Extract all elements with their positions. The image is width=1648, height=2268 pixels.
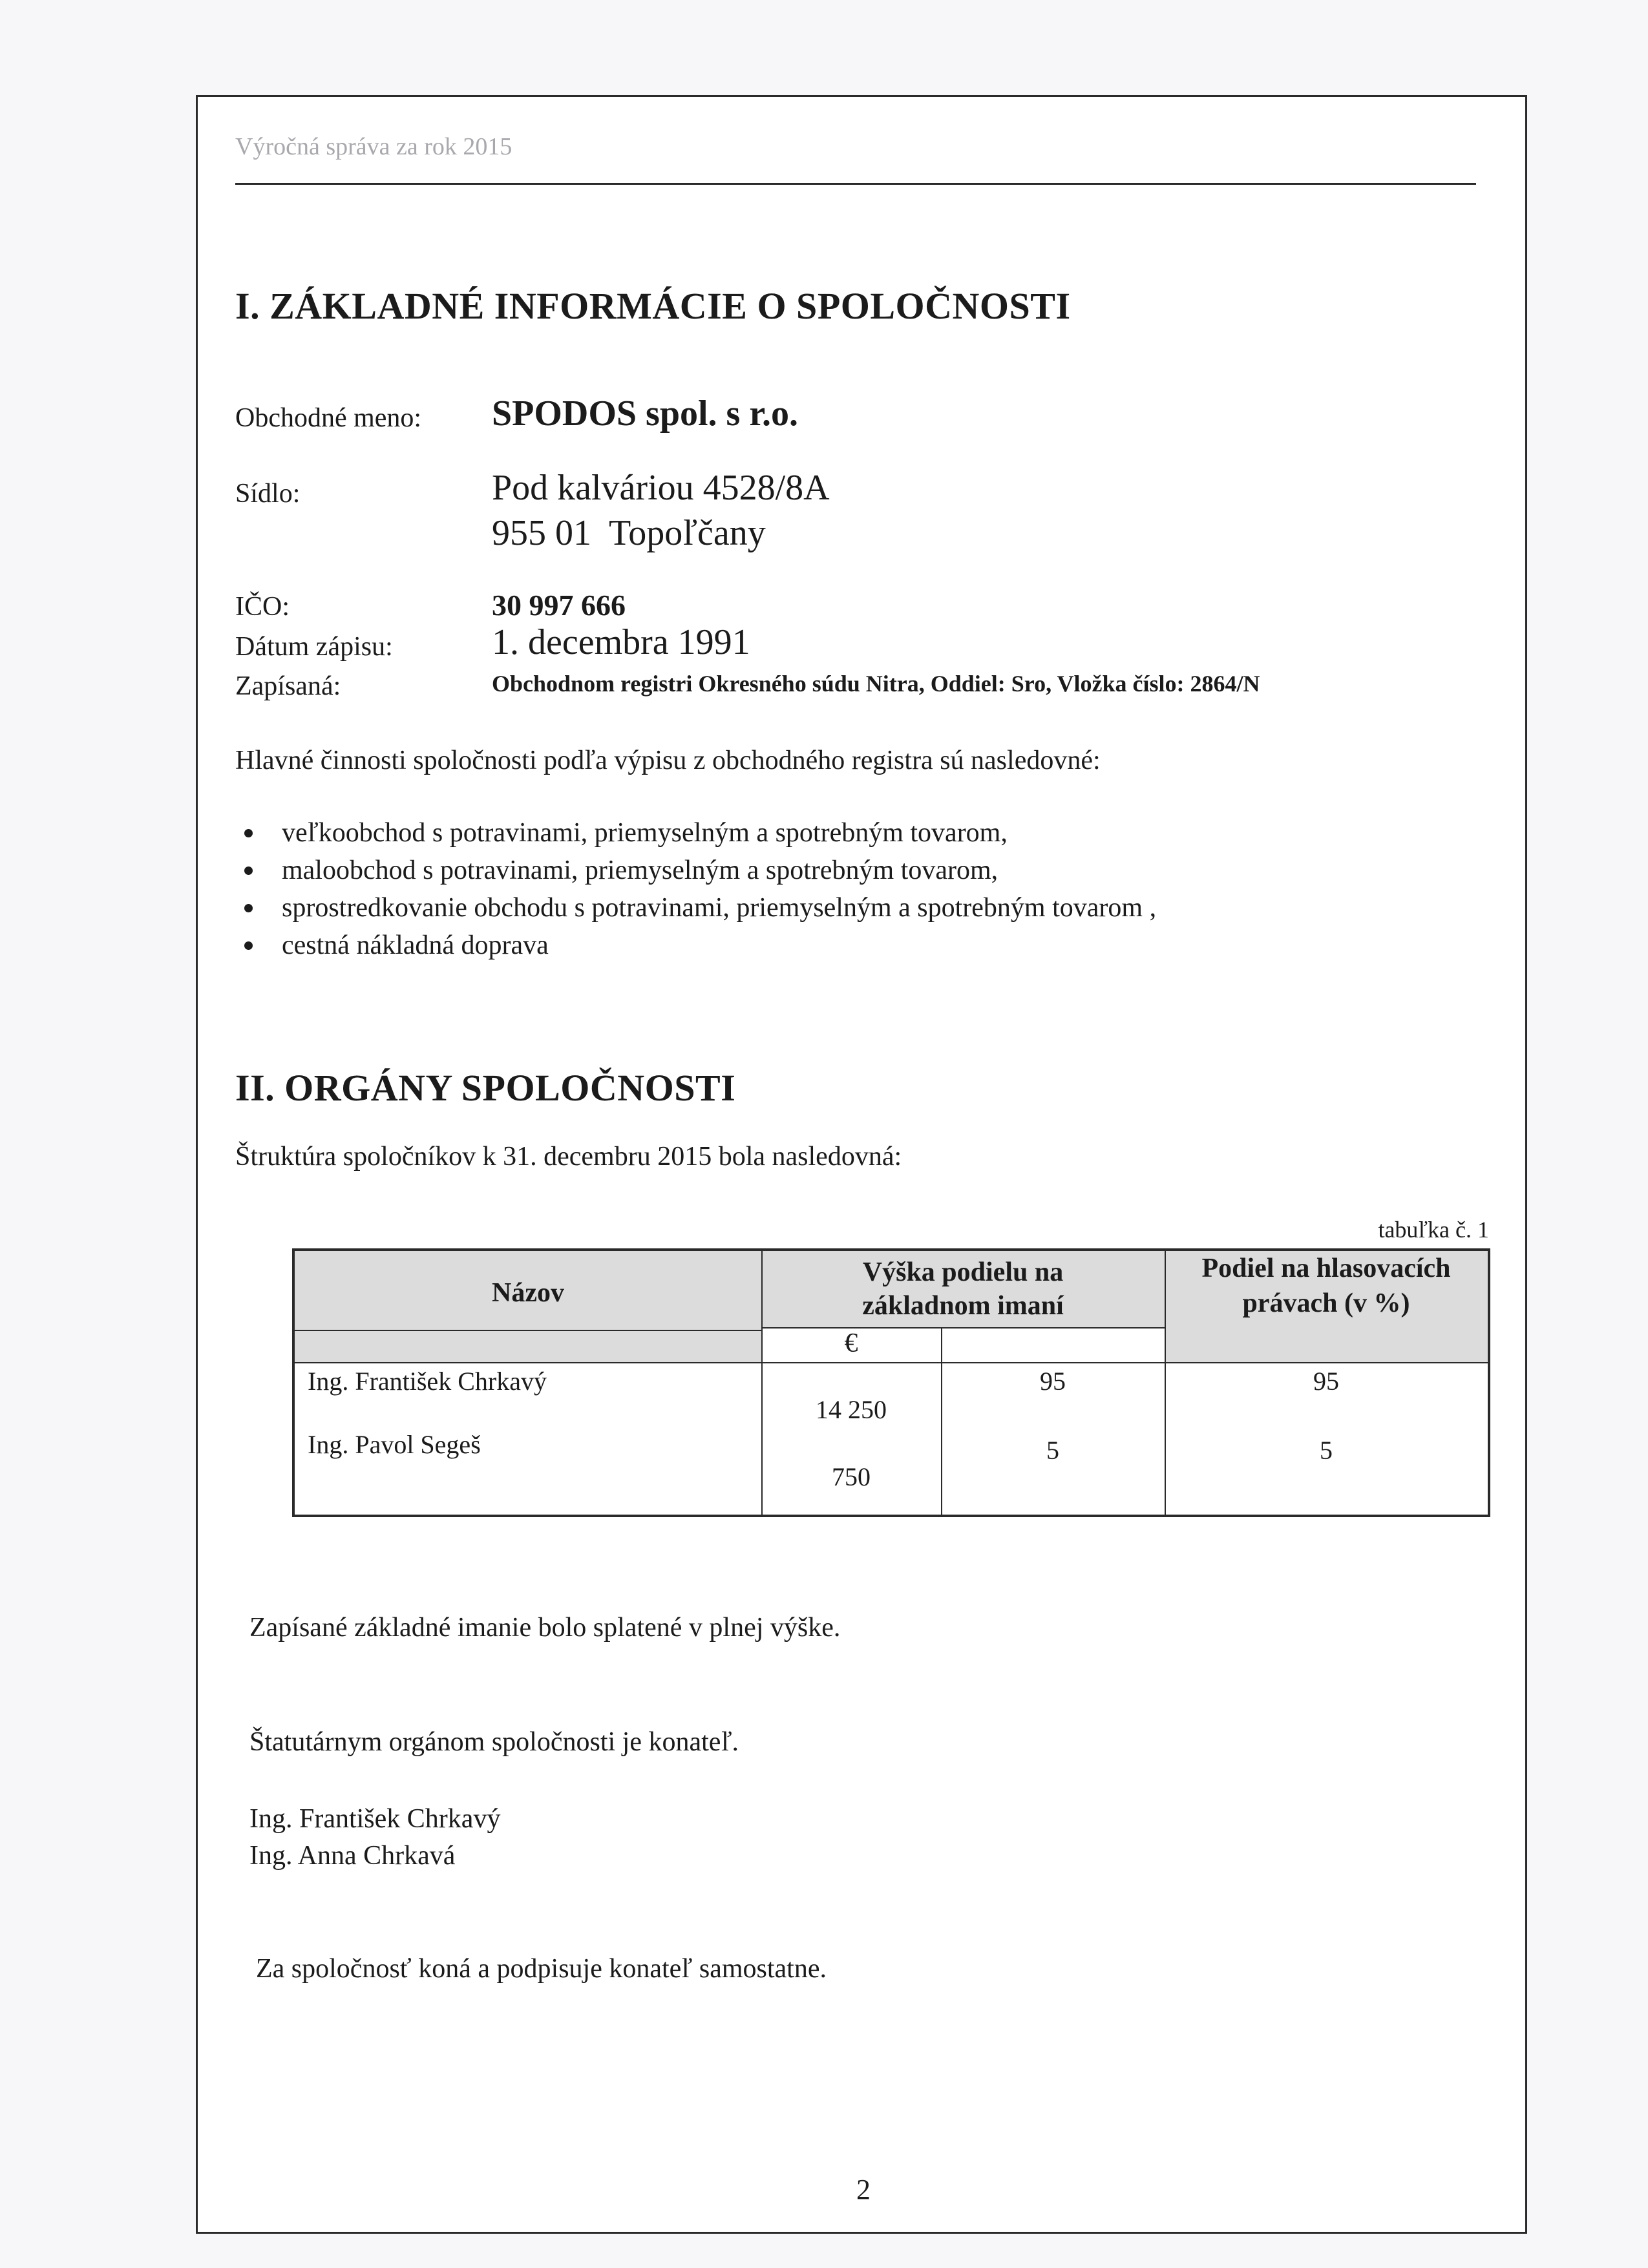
bullet-icon bbox=[244, 866, 253, 875]
executive-name: Ing. František Chrkavý bbox=[249, 1804, 501, 1834]
registration-date-value: 1. decembra 1991 bbox=[492, 622, 750, 662]
activity-item: maloobchod s potravinami, priemyselným a spotrebným tovarom, bbox=[244, 852, 1156, 889]
section2-heading: II. ORGÁNY SPOLOČNOSTI bbox=[235, 1067, 736, 1109]
shareholder-structure-intro: Štruktúra spoločníkov k 31. decembru 2015 bola nasledovná: bbox=[235, 1142, 902, 1171]
ico-label: IČO: bbox=[235, 592, 290, 622]
table-cell-share-pct: 95 bbox=[1040, 1367, 1066, 1396]
table-cell-amount: 750 bbox=[832, 1462, 871, 1491]
table-cell-votes-pct: 95 bbox=[1313, 1367, 1339, 1396]
registration-date-label: Dátum zápisu: bbox=[235, 632, 393, 662]
bullet-icon bbox=[244, 941, 253, 950]
bullet-icon bbox=[244, 904, 253, 912]
table-cell-name: Ing. Pavol Segeš bbox=[308, 1430, 481, 1459]
table-divider bbox=[295, 1330, 761, 1331]
page-number: 2 bbox=[856, 2174, 871, 2205]
table-cell-amount: 14 250 bbox=[816, 1395, 887, 1424]
signing-authority-statement: Za spoločnosť koná a podpisuje konateľ samostatne. bbox=[256, 1954, 827, 1984]
activities-intro: Hlavné činnosti spoločnosti podľa výpisu z obchodného registra sú nasledovné: bbox=[235, 746, 1101, 775]
activity-item: veľkoobchod s potravinami, priemyselným a spotrebným tovarom, bbox=[244, 814, 1156, 852]
table-cell-votes-pct: 5 bbox=[1320, 1436, 1333, 1465]
shareholder-table bbox=[292, 1248, 1490, 1517]
capital-paid-statement: Zapísané základné imanie bolo splatené v plnej výške. bbox=[249, 1613, 841, 1643]
activity-item: sprostredkovanie obchodu s potravinami, priemyselným a spotrebným tovarom , bbox=[244, 889, 1156, 927]
page-frame bbox=[196, 95, 1527, 2234]
seat-label: Sídlo: bbox=[235, 479, 301, 509]
table-caption: tabuľka č. 1 bbox=[1378, 1217, 1489, 1243]
table-cell-name: Ing. František Chrkavý bbox=[308, 1367, 547, 1396]
company-name-value: SPODOS spol. s r.o. bbox=[492, 394, 799, 434]
registered-label: Zapísaná: bbox=[235, 671, 341, 701]
activities-list bbox=[244, 814, 1156, 964]
column-header-votes-line1: Podiel na hlasovacích bbox=[1201, 1254, 1451, 1283]
column-header-name: Názov bbox=[492, 1278, 564, 1308]
activity-item: cestná nákladná doprava bbox=[244, 927, 1156, 964]
column-header-share-unit: € bbox=[844, 1328, 858, 1358]
company-name-label: Obchodné meno: bbox=[235, 403, 422, 433]
column-header-share-line2: základnom imaní bbox=[862, 1291, 1064, 1321]
ico-value: 30 997 666 bbox=[492, 589, 626, 622]
section1-heading: I. ZÁKLADNÉ INFORMÁCIE O SPOLOČNOSTI bbox=[235, 285, 1071, 327]
bullet-icon bbox=[244, 829, 253, 837]
table-divider bbox=[295, 1362, 1488, 1363]
header-divider bbox=[235, 183, 1476, 185]
executive-name: Ing. Anna Chrkavá bbox=[249, 1841, 456, 1871]
registered-value: Obchodnom registri Okresného súdu Nitra, Oddiel: Sro, Vložka číslo: 2864/N bbox=[492, 671, 1260, 697]
report-header-title: Výročná správa za rok 2015 bbox=[235, 133, 512, 160]
column-header-share-line1: Výška podielu na bbox=[862, 1257, 1064, 1287]
table-divider bbox=[941, 1327, 942, 1515]
seat-address-line1: Pod kalváriou 4528/8A bbox=[492, 468, 830, 508]
column-header-votes-line2: právach (v %) bbox=[1242, 1288, 1410, 1318]
seat-address-line2: 955 01 Topoľčany bbox=[492, 513, 766, 553]
statutory-body-statement: Štatutárnym orgánom spoločnosti je konateľ. bbox=[249, 1727, 739, 1757]
table-cell-share-pct: 5 bbox=[1046, 1436, 1059, 1465]
